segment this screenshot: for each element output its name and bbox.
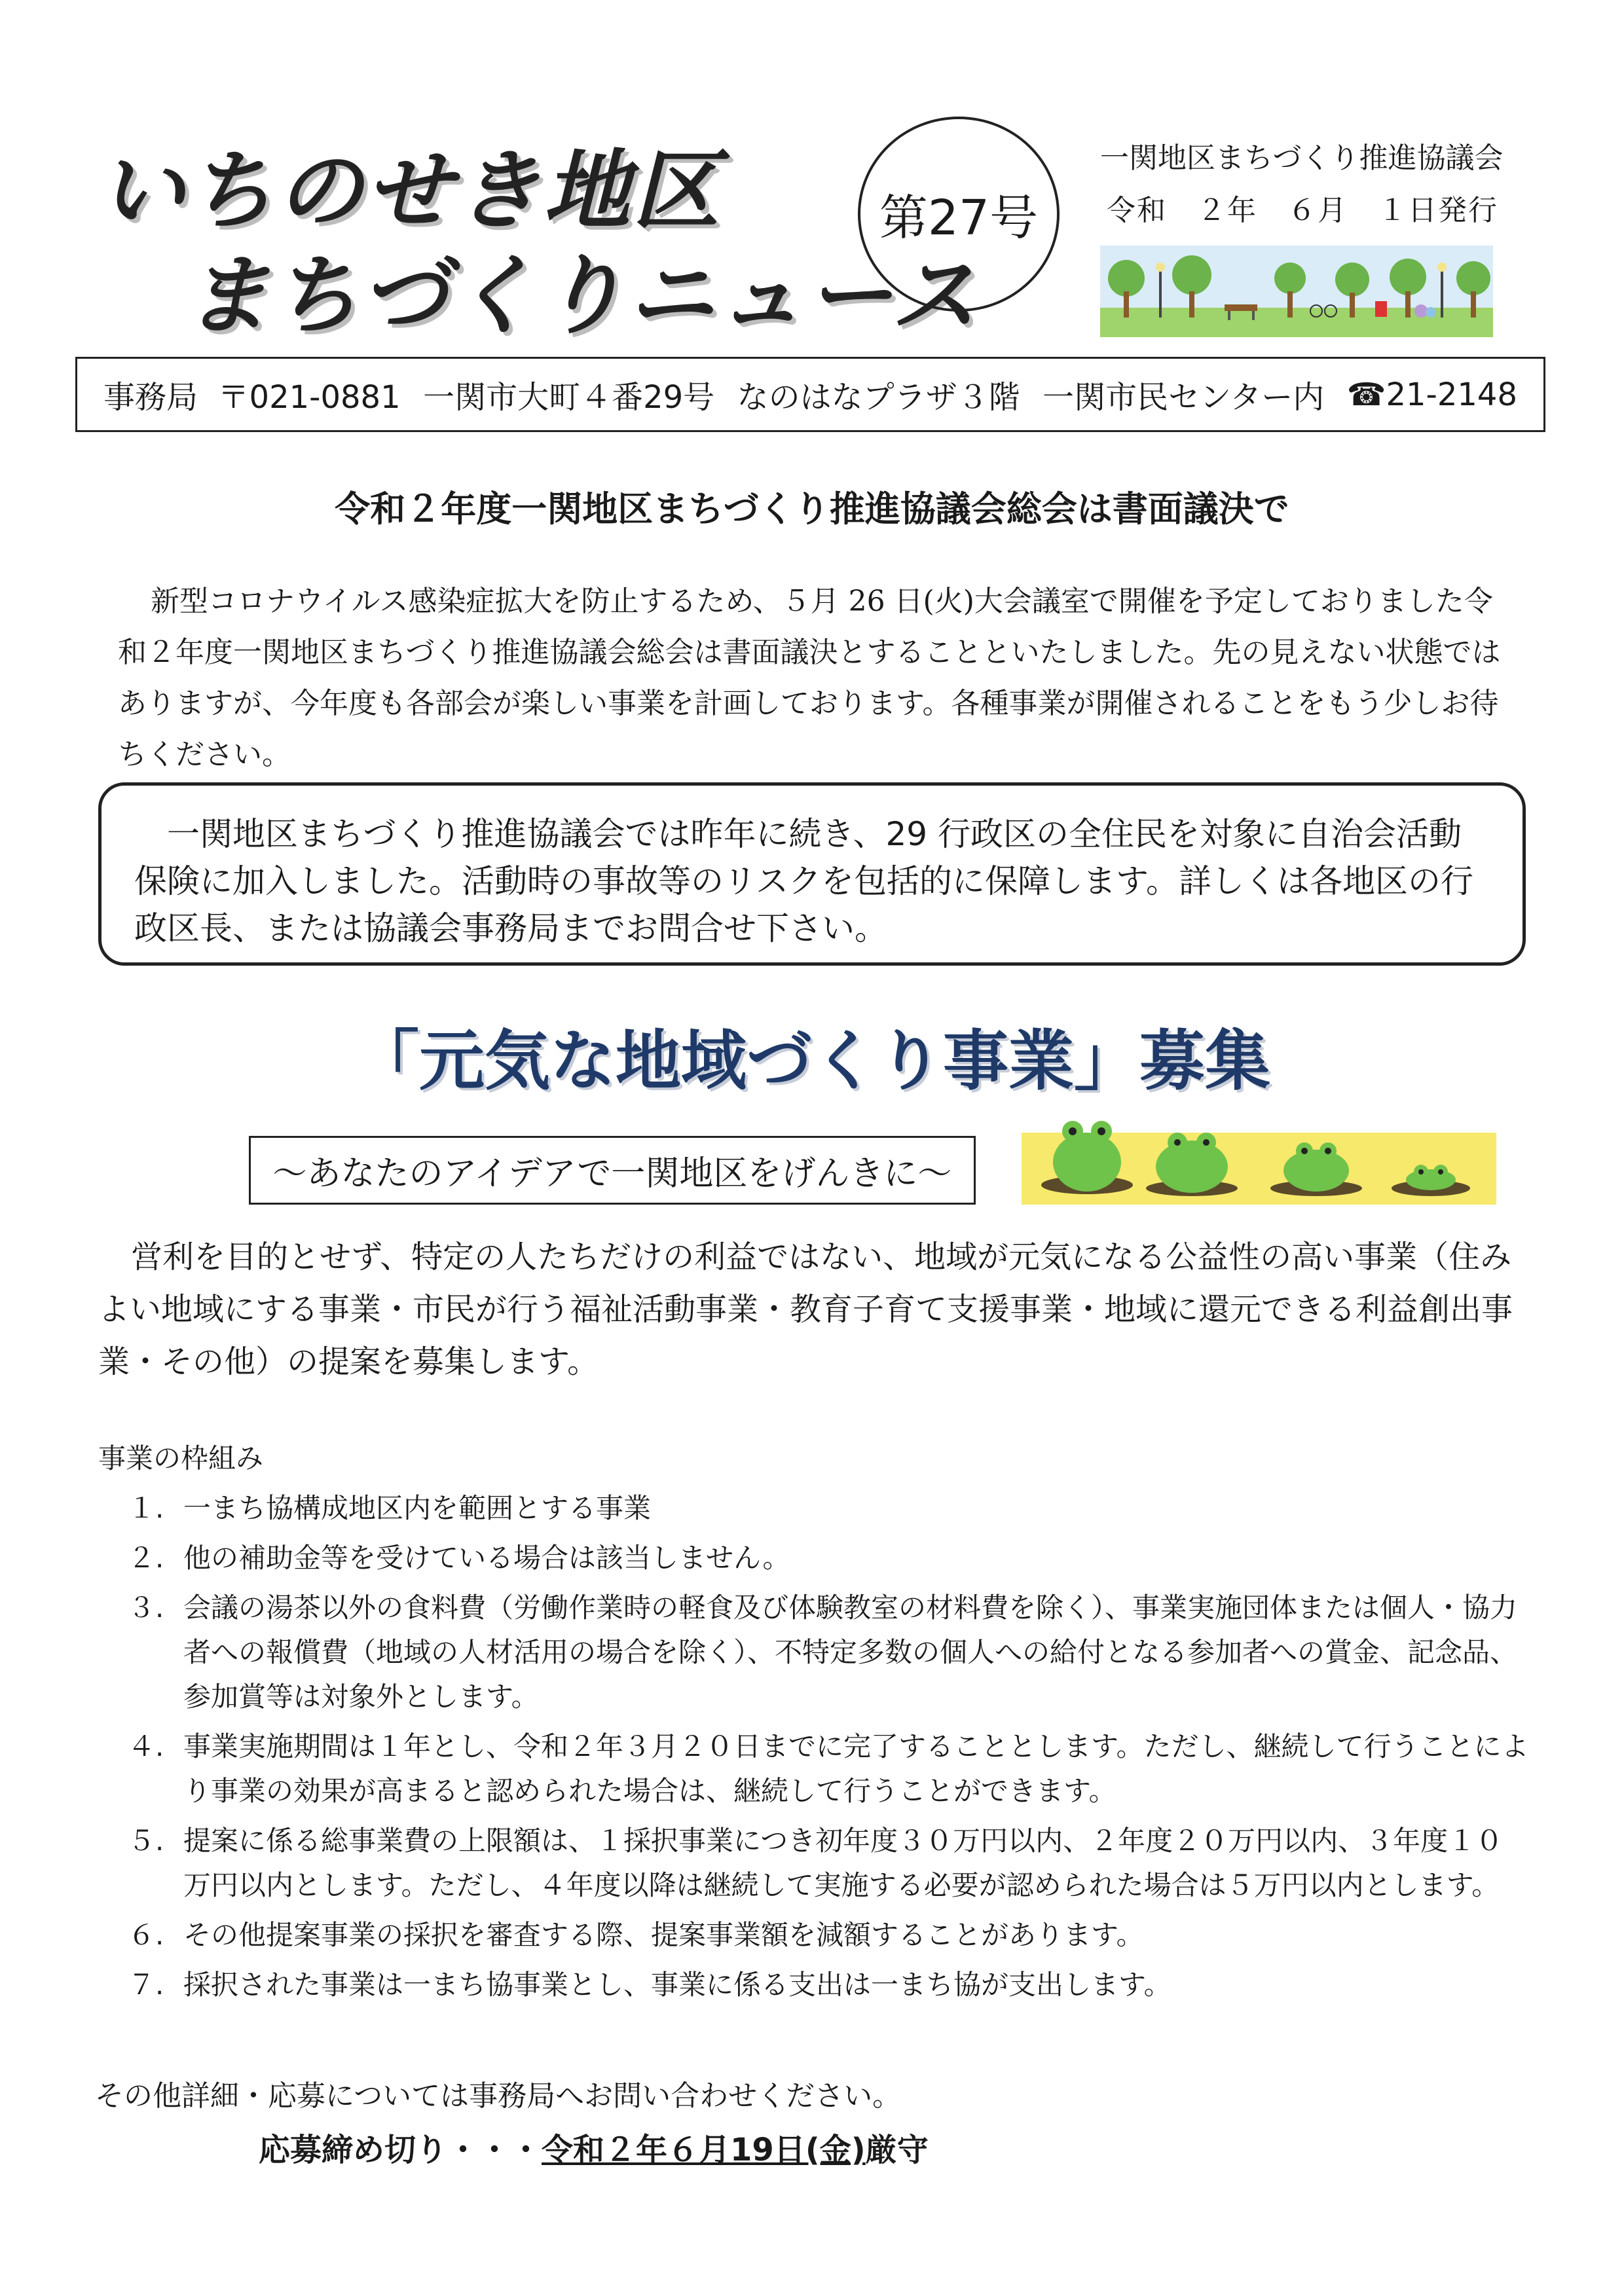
deadline-suffix: 厳守 [865,2132,929,2168]
list-item [128,1724,1529,1813]
office-building: なのはなプラザ３階 [737,379,1020,416]
office-address: 一関市大町４番29号 [423,379,715,416]
rule-text: 提案に係る総事業費の上限額は、１採択事業につき初年度３０万円以内、２年度２０万円以内、３年度１０万円以内とします。ただし、４年度以降は継続して実施する必要が認められた場合は５万円以内とします。 [183,1825,1504,1901]
office-center: 一関市民センター内 [1043,379,1325,416]
recruit-subtitle-box [249,1136,976,1205]
rule-text: 会議の湯茶以外の食料費（労働作業時の軽食及び体験教室の材料費を除く）、事業実施団体または個人・協力者への報償費（地域の人材活用の場合を除く）、不特定多数の個人への給付となる参加者への賞金、記念品、参加賞等は対象外とします。 [183,1592,1518,1713]
issue-number-badge [858,117,1060,312]
frog-illustration [1022,1106,1496,1205]
list-item [128,1586,1529,1719]
rule-text: その他提案事業の採択を審査する際、提案事業額を減額することがあります。 [183,1919,1144,1951]
list-item [128,1486,1529,1531]
recruit-subtitle: ～あなたのアイデアで一関地区をげんきに～ [272,1154,952,1194]
office-info-bar [75,357,1545,432]
insurance-notice-box [98,782,1526,966]
rule-number: ５. [128,1825,164,1857]
office-label: 事務局 〒021-0881 [103,379,401,416]
framework-rules-list [128,1486,1529,2013]
rule-text: 採択された事業は一まち協事業とし、事業に係る支出は一まち協が支出します。 [183,1969,1172,2001]
rule-number: ７. [128,1969,164,2001]
issue-number: 第27号 [879,190,1039,246]
framework-title: 事業の枠組み [98,1442,264,1474]
newsletter-title-line2: まちづくりニュース [183,246,980,346]
list-item [128,1963,1529,2007]
issue-date: 令和 ２年 ６月 １日発行 [1107,194,1498,227]
publisher-name: 一関地区まちづくり推進協議会 [1100,141,1504,175]
deadline-line [259,2124,929,2170]
rule-number: ４. [128,1730,164,1762]
recruit-intro: 営利を目的とせず、特定の人たちだけの利益ではない、地域が元気になる公益性の高い事業（住みよい地域にする事業・市民が行う福祉活動事業・教育子育て支援事業・地域に還元できる利益創出事業・その他）の提案を募集します。 [98,1239,1513,1380]
rule-text: 事業実施期間は１年とし、令和２年３月２０日までに完了することとします。ただし、継続して行うことにより事業の効果が高まると認められた場合は、継続して行うことができます。 [183,1730,1529,1807]
list-item [128,1819,1529,1908]
recruit-heading: 「元気な地域づくり事業」募集 [354,1023,1270,1099]
rule-number: １. [128,1492,164,1524]
newsletter-title-line1: いちのせき地区 [98,141,722,242]
rule-number: ３. [128,1592,164,1624]
office-phone: ☎21-2148 [1346,376,1517,413]
deadline-date: 令和２年６月19日(金) [542,2132,866,2168]
rule-text: 他の補助金等を受けている場合は該当しません。 [183,1542,790,1574]
article-heading: 令和２年度一関地区まちづくり推進協議会総会は書面議決で [335,488,1289,530]
deadline-label: 応募締め切り・・・ [259,2132,542,2168]
rule-text: 一まち協構成地区内を範囲とする事業 [183,1492,652,1524]
rule-number: ２. [128,1542,164,1574]
park-illustration [1100,246,1493,337]
contact-note: その他詳細・応募については事務局へお問い合わせください。 [95,2079,902,2113]
article-body: 新型コロナウイルス感染症拡大を防止するため、５月 26 日(火)大会議室で開催を予定しておりました令和２年度一関地区まちづくり推進協議会総会は書面議決とすることといたしました。先の見えない状態ではありますが、今年度も各部会が楽しい事業を計画しております。各種事業が開催されることをもう少しお待ちください。 [118,585,1501,771]
list-item [128,1536,1529,1580]
list-item [128,1913,1529,1958]
rule-number: ６. [128,1919,164,1951]
insurance-notice-text: 一関地区まちづくり推進協議会では昨年に続き、29 行政区の全住民を対象に自治会活動保険に加入しました。活動時の事故等のリスクを包括的に保障します。詳しくは各地区の行政区長、または協議会事務局までお問合せ下さい。 [134,815,1473,947]
